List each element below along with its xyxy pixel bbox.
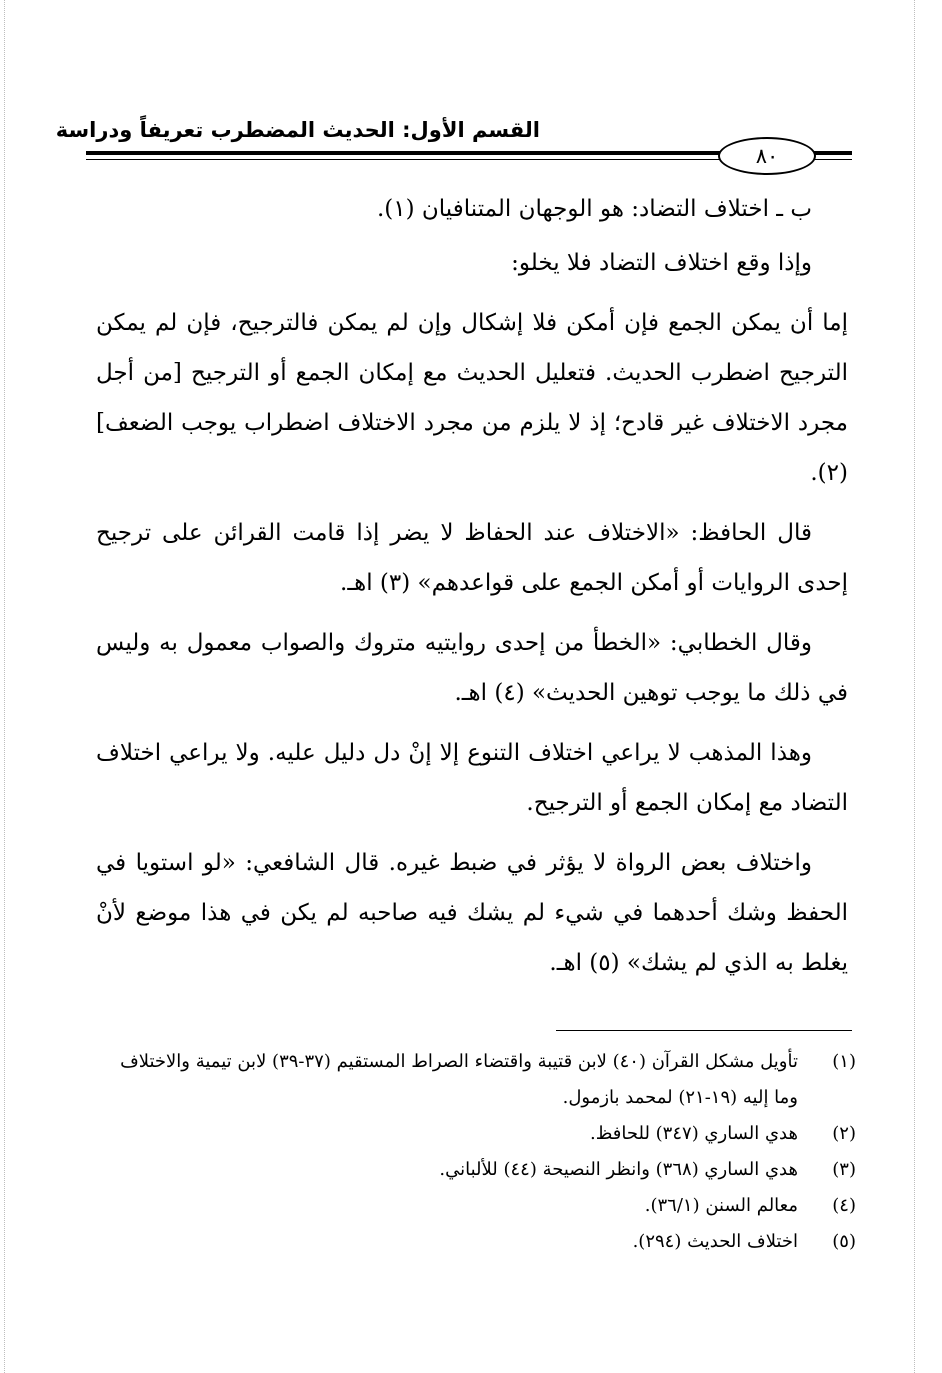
footnote-number: (٢)	[832, 1123, 856, 1144]
page-number-oval	[718, 137, 816, 175]
paragraph-contradiction-definition: ب ـ اختلاف التضاد: هو الوجهان المتنافيان (١).	[376, 196, 812, 222]
footnote-number: (٥)	[832, 1231, 856, 1252]
footnote-text: اختلاف الحديث (٢٩٤).	[632, 1231, 798, 1252]
paragraph-hafiz-quote: قال الحافظ: «الاختلاف عند الحفاظ لا يضر إذا قامت القرائن على ترجيح إحدى الروايات أو أمكن الجمع على قواعدهم» (٣) اهـ.	[96, 520, 848, 596]
footnote-number: (٤)	[832, 1195, 856, 1216]
footnote-number: (٣)	[832, 1159, 856, 1180]
footnote-item	[96, 1188, 856, 1224]
footnotes	[96, 1044, 856, 1260]
paragraph-shafii-quote: واختلاف بعض الرواة لا يؤثر في ضبط غيره. قال الشافعي: «لو استويا في الحفظ وشك أحدهما في شيء لم يشك فيه صاحبه لم يكن في هذا موضع لأنْ يغلط به الذي لم يشك» (٥) اهـ.	[96, 850, 848, 976]
footnote-text: معالم السنن (٣٦/١).	[644, 1195, 798, 1216]
scan-edge-right	[914, 0, 915, 1373]
footnote-number: (١)	[832, 1051, 856, 1072]
footnote-item	[96, 1116, 856, 1152]
footnote-separator	[556, 1030, 852, 1031]
footnote-item	[96, 1152, 856, 1188]
footnote-text: هدي الساري (٣٤٧) للحافظ.	[589, 1123, 798, 1144]
page-number: ٨٠	[755, 144, 779, 168]
paragraph-contradiction-cases: وإذا وقع اختلاف التضاد فلا يخلو:	[511, 250, 812, 276]
paragraph-khattabi-quote: وقال الخطابي: «الخطأ من إحدى روايتيه متروك والصواب معمول به وليس في ذلك ما يوجب توهين الحديث» (٤) اهـ.	[96, 630, 848, 706]
body-text	[96, 184, 848, 998]
scan-edge-left	[4, 0, 5, 1373]
footnote-item	[96, 1044, 856, 1116]
footnote-text: هدي الساري (٣٦٨) وانظر النصيحة (٤٤) للألباني.	[439, 1159, 798, 1180]
running-title: القسم الأول: الحديث المضطرب تعريفاً ودراسة	[55, 118, 540, 142]
paragraph-reconcile-or-prefer: إما أن يمكن الجمع فإن أمكن فلا إشكال وإن لم يمكن فالترجيح، فإن لم يمكن الترجيح اضطرب الحديث. فتعليل الحديث مع إمكان الجمع أو الترجيح [من أجل مجرد الاختلاف غير قادح؛ إذ لا يلزم من مجرد الاختلاف اضطراب يوجب الضعف](٢).	[96, 310, 848, 486]
footnote-item	[96, 1224, 856, 1260]
paragraph-madhhab-note: وهذا المذهب لا يراعي اختلاف التنوع إلا إنْ دل دليل عليه. ولا يراعي اختلاف التضاد مع إمكان الجمع أو الترجيح.	[96, 740, 848, 816]
footnote-text: تأويل مشكل القرآن (٤٠) لابن قتيبة واقتضاء الصراط المستقيم (٣٧-٣٩) لابن تيمية والاختلاف وما إليه (١٩-٢١) لمحمد بازمول.	[120, 1051, 798, 1108]
